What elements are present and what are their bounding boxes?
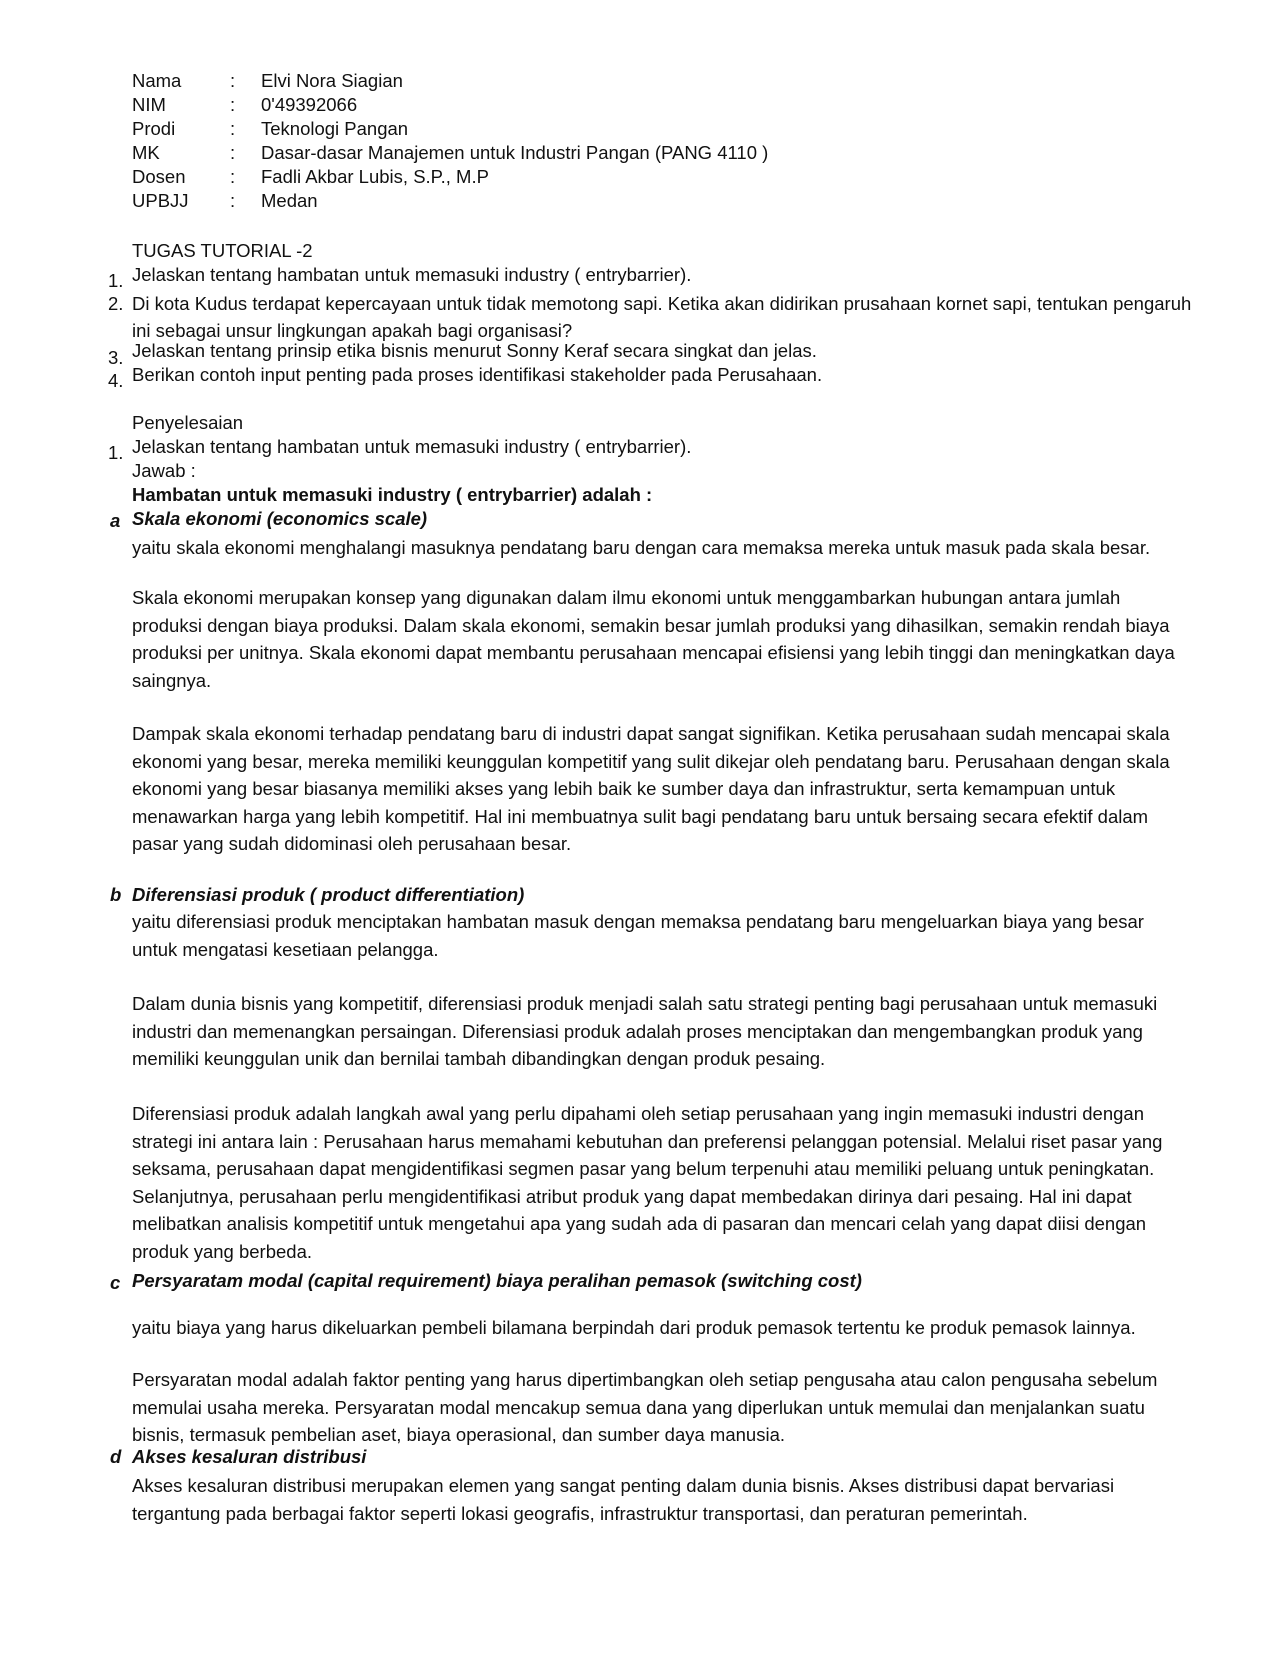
- sep: :: [230, 70, 236, 91]
- question-text: Jelaskan tentang prinsip etika bisnis menurut Sonny Keraf secara singkat dan jelas.: [132, 340, 817, 361]
- answer-intro: Hambatan untuk memasuki industry ( entrybarrier) adalah :: [132, 484, 653, 505]
- question-number: 3.: [108, 347, 124, 368]
- answer-label: Jawab :: [132, 460, 196, 481]
- value-upbjj: Medan: [261, 190, 318, 211]
- label-prodi: Prodi: [132, 118, 176, 139]
- section-title-c: Persyaratam modal (capital requirement) biaya peralihan pemasok (switching cost): [132, 1270, 862, 1291]
- value-dosen: Fadli Akbar Lubis, S.P., M.P: [261, 166, 489, 187]
- section-marker-c: c: [110, 1272, 121, 1293]
- section-d-paragraph: Akses kesaluran distribusi merupakan elemen yang sangat penting dalam dunia bisnis. Akses distribusi dapat bervariasi tergantung pada berbagai faktor seperti lokasi geografis, infrastruktur transportasi, dan peraturan pemerintah.: [132, 1475, 1115, 1524]
- value-mk: Dasar-dasar Manajemen untuk Industri Pangan (PANG 4110 ): [261, 142, 769, 163]
- label-upbjj: UPBJJ: [132, 190, 189, 211]
- value-nim: 0'49392066: [261, 94, 358, 115]
- sep: :: [230, 166, 236, 187]
- question-text: Jelaskan tentang hambatan untuk memasuki industry ( entrybarrier).: [132, 264, 692, 285]
- sep: :: [230, 190, 236, 211]
- question-number: 2.: [108, 293, 124, 314]
- question-number: 4.: [108, 370, 124, 391]
- value-prodi: Teknologi Pangan: [261, 118, 409, 139]
- label-nim: NIM: [132, 94, 166, 115]
- section-c-paragraph: Persyaratan modal adalah faktor penting yang harus dipertimbangkan oleh setiap pengusaha atau calon pengusaha sebelum memulai usaha mereka. Persyaratan modal mencakup semua dana yang diperlukan untuk memulai dan menjalankan suatu bisnis, termasuk pembelian aset, biaya operasional, dan sumber daya manusia.: [132, 1369, 1158, 1446]
- section-marker-a: a: [110, 510, 121, 531]
- section-title-a: Skala ekonomi (economics scale): [132, 508, 428, 529]
- question-text: Di kota Kudus terdapat kepercayaan untuk tidak memotong sapi. Ketika akan didirikan prusahaan kornet sapi, tentukan pengaruh ini sebagai unsur lingkungan apakah bagi organisasi?: [132, 293, 1192, 341]
- solution-number: 1.: [108, 442, 124, 463]
- section-b-paragraph: Diferensiasi produk adalah langkah awal yang perlu dipahami oleh setiap perusahaan yang ingin memasuki industri dengan strategi ini antara lain : Perusahaan harus memahami kebutuhan dan preferensi pelanggan potensial. Melalui riset pasar yang seksama, perusahaan dapat mengidentifikasi segmen pasar yang belum terpenuhi atau memiliki peluang untuk peningkatan. Selanjutnya, perusahaan perlu mengidentifikasi atribut produk yang dapat membedakan dirinya dari pesaing. Hal ini dapat melibatkan analisis kompetitif untuk mengetahui apa yang sudah ada di pasaran dan mencari celah yang dapat diisi dengan produk yang berbeda.: [132, 1103, 1163, 1262]
- question-text: Berikan contoh input penting pada proses identifikasi stakeholder pada Perusahaan.: [132, 364, 823, 385]
- sep: :: [230, 94, 236, 115]
- section-a-paragraph: Skala ekonomi merupakan konsep yang digunakan dalam ilmu ekonomi untuk menggambarkan hubungan antara jumlah produksi dengan biaya produksi. Dalam skala ekonomi, semakin besar jumlah produksi yang dihasilkan, semakin rendah biaya produksi per unitnya. Skala ekonomi dapat membantu perusahaan mencapai efisiensi yang lebih tinggi dan meningkatkan daya saingnya.: [132, 587, 1175, 691]
- section-b-paragraph: yaitu diferensiasi produk menciptakan hambatan masuk dengan memaksa pendatang baru mengeluarkan biaya yang besar untuk mengatasi kesetiaan pelangga.: [132, 911, 1144, 960]
- section-title-b: Diferensiasi produk ( product differentiation): [132, 884, 525, 905]
- task-title: TUGAS TUTORIAL -2: [132, 240, 313, 261]
- label-nama: Nama: [132, 70, 182, 91]
- section-title-d: Akses kesaluran distribusi: [132, 1446, 367, 1467]
- value-nama: Elvi Nora Siagian: [261, 70, 403, 91]
- section-b-paragraph: Dalam dunia bisnis yang kompetitif, diferensiasi produk menjadi salah satu strategi penting bagi perusahaan untuk memasuki industri dan memenangkan persaingan. Diferensiasi produk adalah proses menciptakan dan mengembangkan produk yang memiliki keunggulan unik dan bernilai tambah dibandingkan dengan produk pesaing.: [132, 993, 1158, 1070]
- section-marker-d: d: [110, 1446, 122, 1467]
- solution-question: Jelaskan tentang hambatan untuk memasuki industry ( entrybarrier).: [132, 436, 692, 457]
- label-dosen: Dosen: [132, 166, 186, 187]
- section-c-paragraph: yaitu biaya yang harus dikeluarkan pembeli bilamana berpindah dari produk pemasok tertentu ke produk pemasok lainnya.: [132, 1317, 1136, 1338]
- question-number: 1.: [108, 270, 124, 291]
- solution-heading: Penyelesaian: [132, 412, 244, 433]
- sep: :: [230, 142, 236, 163]
- label-mk: MK: [132, 142, 160, 163]
- section-a-paragraph: yaitu skala ekonomi menghalangi masuknya pendatang baru dengan cara memaksa mereka untuk masuk pada skala besar.: [132, 537, 1151, 558]
- section-marker-b: b: [110, 884, 122, 905]
- section-a-paragraph: Dampak skala ekonomi terhadap pendatang baru di industri dapat sangat signifikan. Ketika perusahaan sudah mencapai skala ekonomi yang besar, mereka memiliki keunggulan kompetitif yang sulit dikejar oleh pendatang baru. Perusahaan dengan skala ekonomi yang besar biasanya memiliki akses yang lebih baik ke sumber daya dan infrastruktur, serta kemampuan untuk menawarkan harga yang lebih kompetitif. Hal ini membuatnya sulit bagi pendatang baru untuk bersaing secara efektif dalam pasar yang sudah didominasi oleh perusahaan besar.: [132, 723, 1170, 855]
- sep: :: [230, 118, 236, 139]
